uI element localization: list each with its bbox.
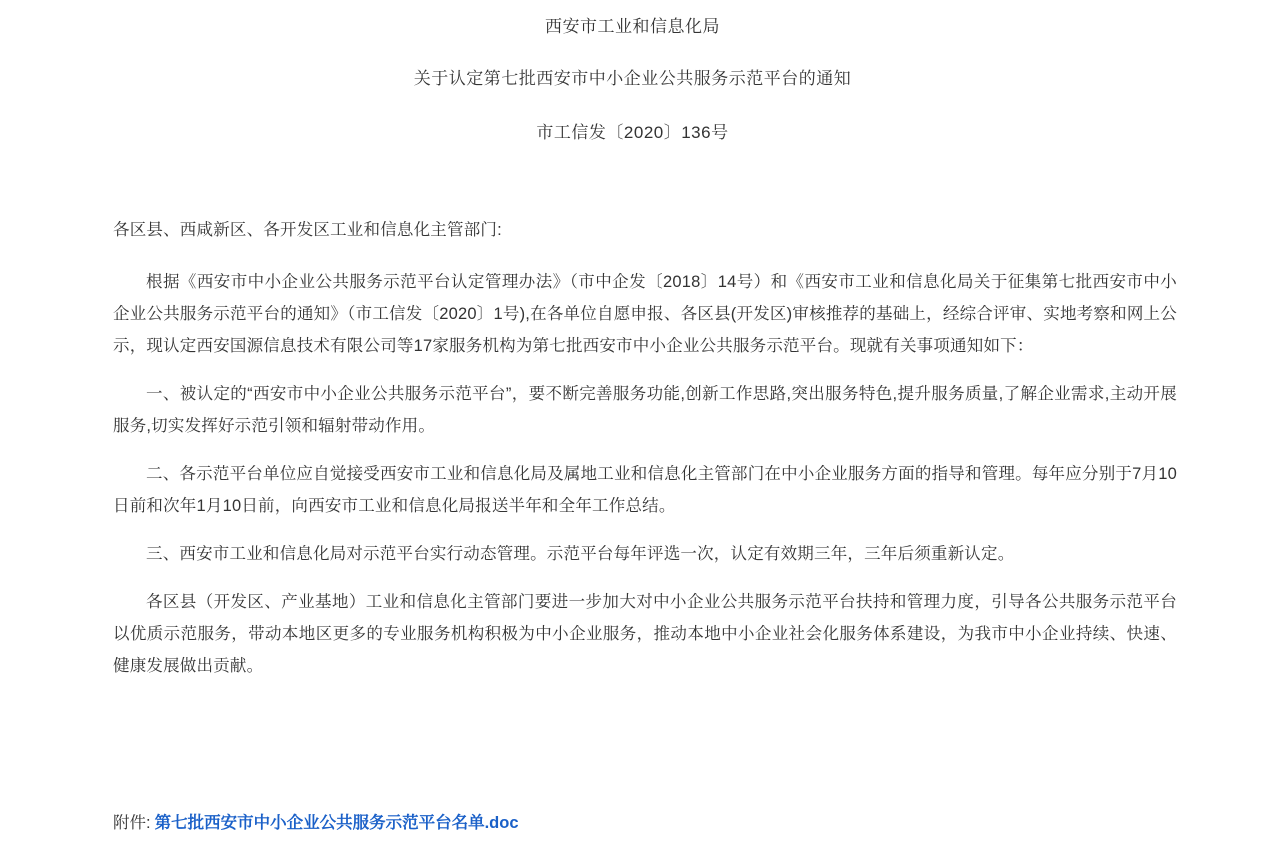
attachment-section [113, 808, 519, 838]
attachment-label: 附件: [113, 814, 151, 832]
salutation: 各区县、西咸新区、各开发区工业和信息化主管部门: [113, 221, 502, 239]
paragraph-item-one: 一、被认定的“西安市中小企业公共服务示范平台”，要不断完善服务功能,创新工作思路,突出服务特色,提升服务质量,了解企业需求,主动开展服务,切实发挥好示范引领和辐射带动作用。 [113, 385, 1177, 435]
paragraph-item-three: 三、西安市工业和信息化局对示范平台实行动态管理。示范平台每年评选一次，认定有效期三年，三年后须重新认定。 [146, 545, 1015, 563]
document-content [0, 214, 1265, 682]
paragraph-closing: 各区县（开发区、产业基地）工业和信息化主管部门要进一步加大对中小企业公共服务示范平台扶持和管理力度，引导各公共服务示范平台以优质示范服务，带动本地区更多的专业服务机构积极为中小企业服务，推动本地中小企业社会化服务体系建设，为我市中小企业持续、快速、健康发展做出贡献。 [113, 593, 1177, 675]
attachment-file-link[interactable]: 第七批西安市中小企业公共服务示范平台名单.doc [154, 814, 519, 832]
document-header [0, 0, 1265, 148]
document-number: 市工信发〔2020〕136号 [536, 123, 729, 142]
paragraph-item-two: 二、各示范平台单位应自觉接受西安市工业和信息化局及属地工业和信息化主管部门在中小企业服务方面的指导和管理。每年应分别于7月10日前和次年1月10日前，向西安市工业和信息化局报送半年和全年工作总结。 [113, 465, 1177, 515]
document-title: 关于认定第七批西安市中小企业公共服务示范平台的通知 [413, 69, 852, 88]
issuing-authority: 西安市工业和信息化局 [545, 17, 720, 36]
paragraph-background: 根据《西安市中小企业公共服务示范平台认定管理办法》（市中企发〔2018〕14号）和《西安市工业和信息化局关于征集第七批西安市中小企业公共服务示范平台的通知》（市工信发〔2020〕1号),在各单位自愿申报、各区县(开发区)审核推荐的基础上，经综合评审、实地考察和网上公示，现认定西安国源信息技术有限公司等17家服务机构为第七批西安市中小企业公共服务示范平台。现就有关事项通知如下： [113, 273, 1177, 355]
